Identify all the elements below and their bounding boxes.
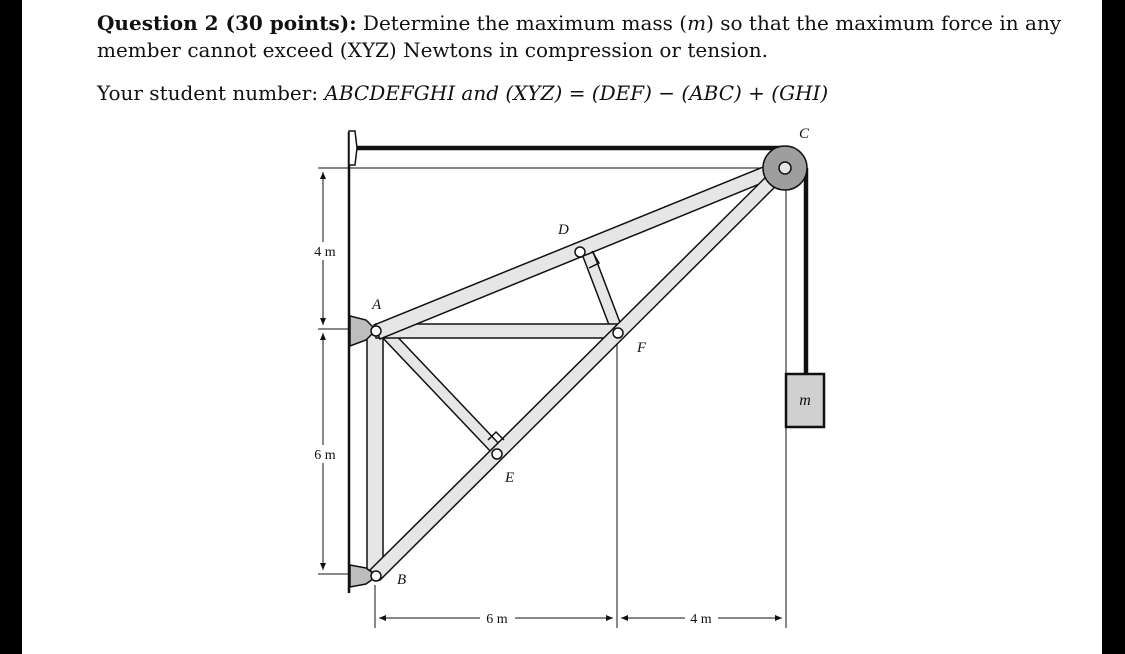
member-AE (381, 329, 502, 454)
pin-E (492, 449, 502, 459)
student-number-formula: ABCDEFGHI and (XYZ) = (DEF) − (ABC) + (GHI) (324, 81, 829, 105)
question-heading: Question 2 (30 points): (97, 11, 357, 35)
dimension-horizontal-right: 4 m (690, 612, 712, 627)
dimension-lower-height: 6 m (314, 448, 336, 463)
pin-D (575, 247, 585, 257)
dimension-horizontal-left: 6 m (486, 612, 508, 627)
question-text: Determine the maximum mass ( (356, 11, 688, 35)
student-number-prefix: Your student number: (97, 81, 325, 105)
mass-label: m (799, 392, 811, 409)
joint-label-A: A (372, 297, 382, 313)
pulley-pin (779, 162, 791, 174)
joint-label-E: E (505, 470, 515, 486)
member-BC (370, 163, 789, 580)
member-AB (367, 330, 383, 577)
mass-symbol-text: m (687, 11, 707, 35)
question-text-end: ) so that the maximum force in any (706, 11, 1062, 35)
pin-B (371, 571, 381, 581)
pin-F (613, 328, 623, 338)
dimension-upper-height: 4 m (314, 245, 336, 260)
joint-label-F: F (637, 340, 647, 356)
pin-A (371, 326, 381, 336)
truss-members (367, 159, 789, 580)
joint-label-C: C (799, 126, 810, 142)
joint-label-D: D (558, 222, 569, 238)
joint-label-B: B (397, 572, 407, 588)
question-line-2: member cannot exceed (XYZ) Newtons in compression or tension. (97, 38, 769, 62)
cable-anchor (349, 131, 357, 165)
